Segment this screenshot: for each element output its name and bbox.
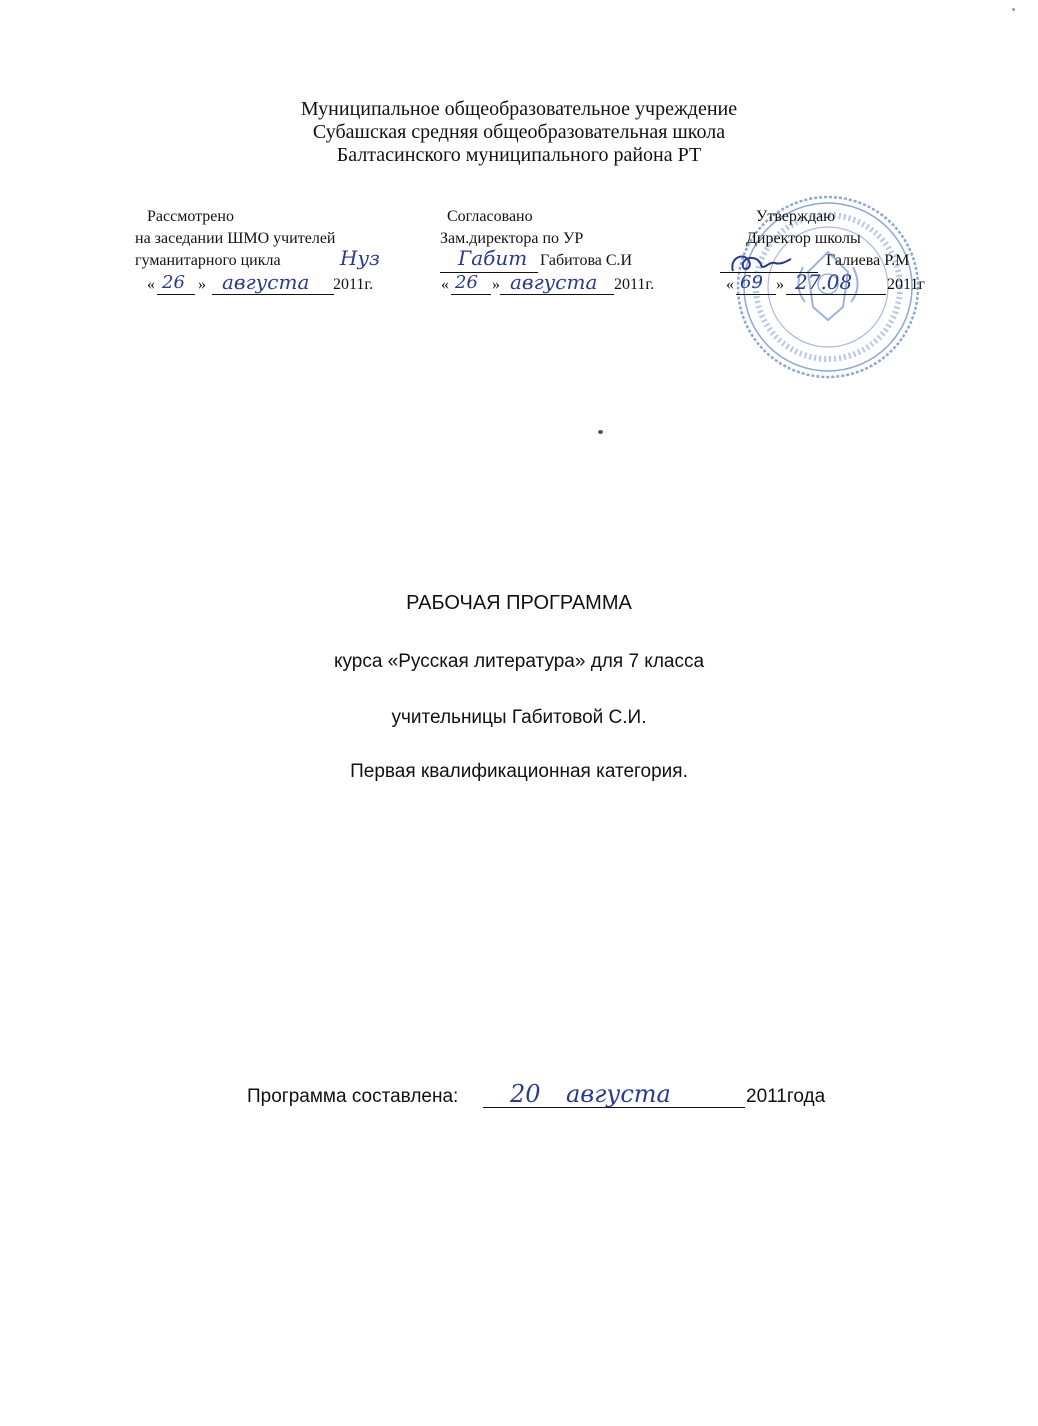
agreed-month-underline [500,294,614,295]
considered-signature: Нуз [340,246,380,270]
document-title: РАБОЧАЯ ПРОГРАММА [406,592,632,614]
approved-day: 69 [740,272,763,293]
considered-month: августа [222,270,310,294]
considered-title: Рассмотрено [147,208,234,225]
agreed-quote-open: « [441,276,449,293]
agreed-month: августа [510,270,598,294]
composed-year: 2011года [746,1086,826,1107]
ink-mark [598,430,603,434]
considered-day: 26 [162,272,185,293]
composed-label: Программа составлена: [247,1086,459,1107]
agreed-year: 2011г. [614,276,655,293]
teacher-line: учительницы Габитовой С.И. [391,707,647,728]
agreed-day: 26 [455,272,478,293]
approved-director: Директор школы [746,230,861,247]
approved-year: 2011г [887,276,925,293]
considered-month-underline [212,294,334,295]
agreed-title: Согласовано [447,208,533,225]
approved-date: 27.08 [795,270,853,294]
considered-quote-close: » [198,276,206,293]
considered-quote-open: « [147,276,155,293]
approved-quote-open: « [726,276,734,293]
approved-name: Галиева Р.М [826,252,910,269]
course-line: курса «Русская литература» для 7 класса [333,651,705,672]
category-line: Первая квалификационная категория. [350,761,688,782]
ink-mark [1012,8,1015,11]
considered-day-underline [157,294,195,295]
agreed-signature: Габит [458,246,528,270]
agreed-name: Габитова С.И [540,252,633,269]
school-name: Субашская средняя общеобразовательная школа [312,121,726,143]
approved-date-underline [786,294,886,295]
district-name: Балтасинского муниципального района РТ [336,144,702,166]
considered-cycle: гуманитарного цикла [135,252,281,269]
composed-day: 20 [510,1080,541,1108]
approved-title: Утверждаю [756,208,836,225]
agreed-day-underline [451,294,491,295]
agreed-deputy: Зам.директора по УР [440,230,584,247]
considered-meeting: на заседании ШМО учителей [135,230,336,247]
approved-day-underline [736,294,776,295]
institution-name: Муниципальное общеобразовательное учреждение [300,98,738,120]
agreed-quote-close: » [492,276,500,293]
considered-year: 2011г. [333,276,374,293]
composed-month: августа [566,1080,671,1108]
approved-quote-close: » [776,276,784,293]
